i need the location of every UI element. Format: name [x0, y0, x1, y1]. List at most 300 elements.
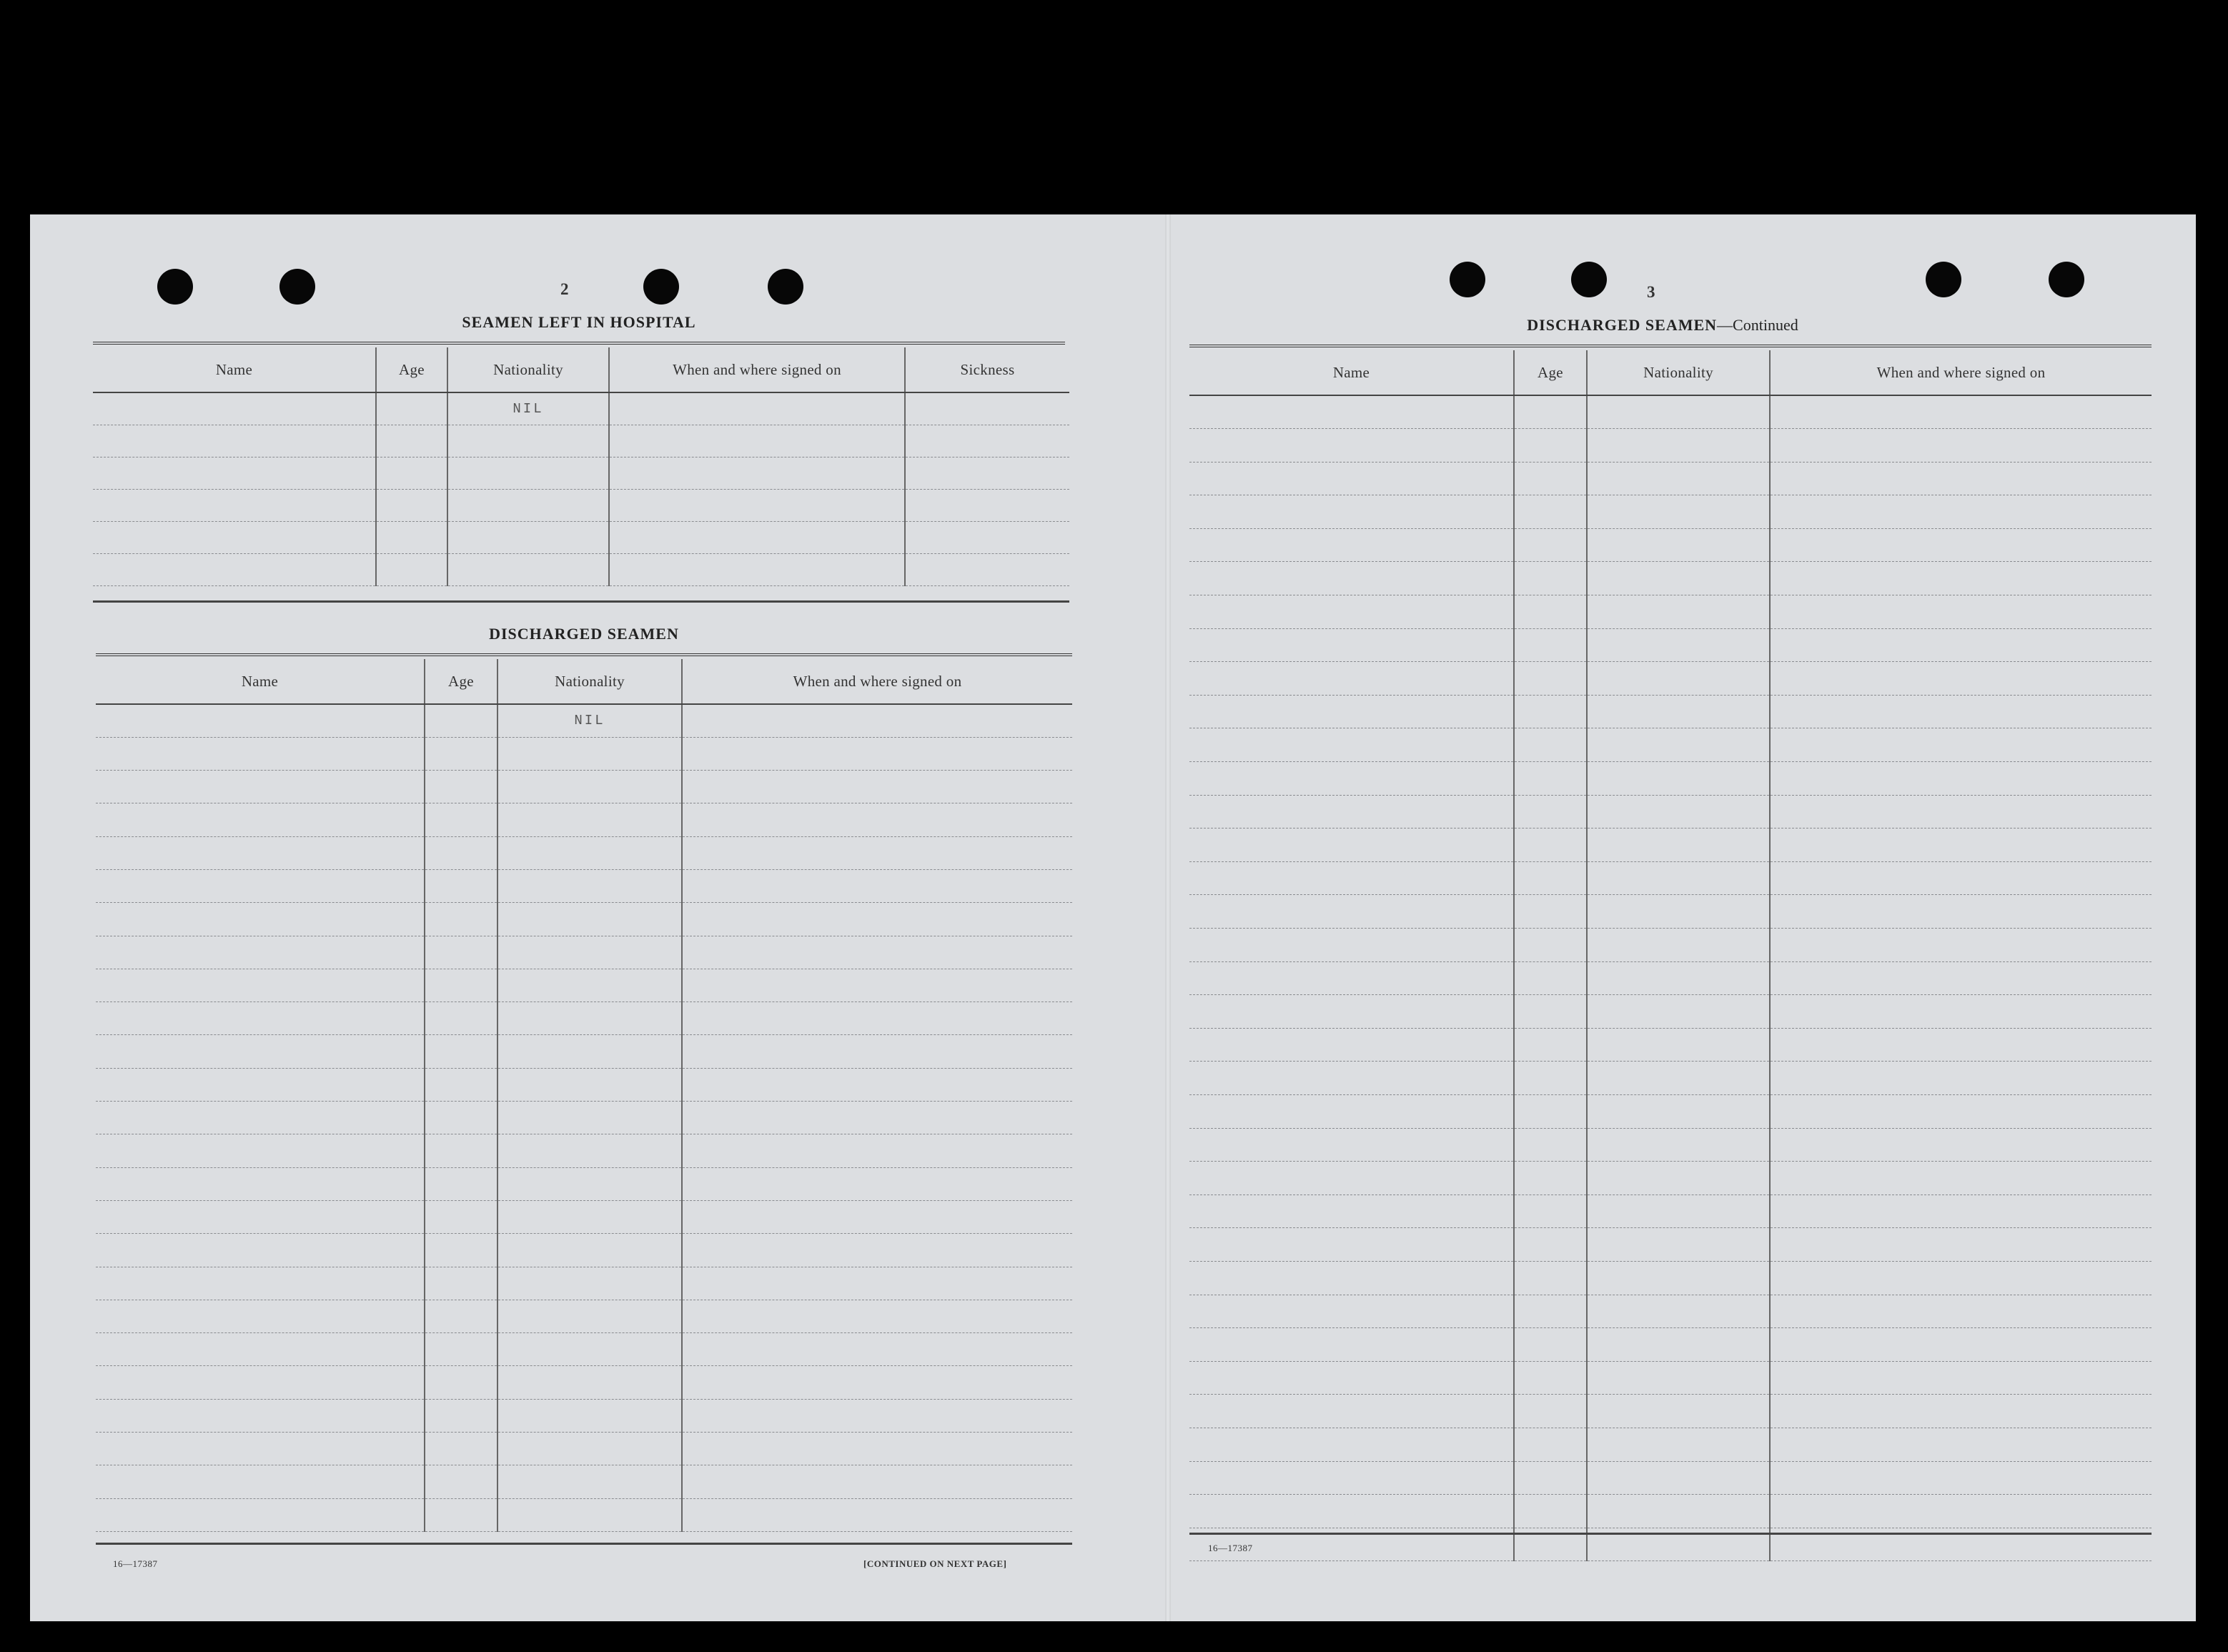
table-cell: [425, 1035, 497, 1068]
table-row: [93, 425, 1069, 457]
discharged-top-rule: [96, 653, 1072, 656]
punch-hole: [643, 269, 679, 305]
table-cell: [96, 903, 425, 936]
table-cell: [376, 489, 447, 521]
table-cell: [1189, 728, 1514, 762]
table-row: [1189, 1295, 2152, 1328]
table-row: [96, 1399, 1072, 1432]
table-row: [1189, 1361, 2152, 1395]
table-cell: [682, 936, 1072, 969]
table-row: [96, 803, 1072, 836]
table-cell: [96, 869, 425, 902]
table-cell: [1189, 1094, 1514, 1128]
table-cell: [96, 1200, 425, 1233]
col-header-signed-on: When and where signed on: [682, 659, 1072, 704]
table-row: [1189, 628, 2152, 662]
col-header-signed-on: When and where signed on: [609, 347, 905, 392]
table-cell: [1514, 528, 1587, 562]
table-row: [96, 1167, 1072, 1200]
discharged-continued-title: [1189, 316, 2136, 335]
table-cell: [96, 1399, 425, 1432]
table-cell: [1587, 1162, 1770, 1195]
table-cell: [682, 771, 1072, 803]
table-cell: [497, 936, 682, 969]
table-row: [93, 392, 1069, 425]
table-cell: [497, 737, 682, 770]
table-row: [1189, 829, 2152, 862]
continued-suffix: —Continued: [1717, 316, 1798, 334]
table-cell: [1587, 1228, 1770, 1262]
table-cell: [1514, 1261, 1587, 1295]
table-row: [96, 1068, 1072, 1101]
table-cell: [1189, 1062, 1514, 1095]
discharged-section-title: DISCHARGED SEAMEN: [489, 625, 679, 643]
table-cell: [1770, 795, 2152, 829]
table-row: [96, 869, 1072, 902]
table-row: [96, 936, 1072, 969]
table-cell: [1770, 1028, 2152, 1062]
punch-hole: [768, 269, 803, 305]
table-cell: [425, 1433, 497, 1465]
table-row: [1189, 1094, 2152, 1128]
table-cell: NIL: [447, 392, 609, 425]
table-cell: [497, 1333, 682, 1366]
table-cell: [1770, 695, 2152, 728]
table-cell: [96, 737, 425, 770]
table-cell: [1189, 995, 1514, 1029]
discharged-bottom-rule: [96, 1543, 1072, 1545]
table-cell: [1770, 1295, 2152, 1328]
table-cell: [497, 1399, 682, 1432]
continued-note: [CONTINUED ON NEXT PAGE]: [863, 1558, 1007, 1569]
table-cell: [1514, 1062, 1587, 1095]
table-cell: [1770, 929, 2152, 962]
table-cell: [1770, 1128, 2152, 1162]
table-cell: [497, 803, 682, 836]
table-cell: [1587, 1461, 1770, 1495]
table-cell: [682, 1366, 1072, 1399]
table-cell: [497, 1068, 682, 1101]
table-cell: [497, 836, 682, 869]
table-row: [96, 1035, 1072, 1068]
table-cell: [1514, 1094, 1587, 1128]
table-row: [93, 553, 1069, 585]
table-cell: [682, 1267, 1072, 1300]
table-cell: [1770, 1094, 2152, 1128]
table-row: [1189, 1461, 2152, 1495]
table-cell: [1770, 1361, 2152, 1395]
table-cell: [1587, 961, 1770, 995]
table-cell: [447, 521, 609, 553]
form-sheet: [30, 214, 2196, 1621]
table-cell: [1587, 762, 1770, 796]
table-cell: [1770, 1428, 2152, 1461]
punch-hole: [1926, 262, 1961, 297]
table-cell: [609, 392, 905, 425]
table-cell: [96, 1498, 425, 1531]
table-cell: [682, 1234, 1072, 1267]
table-cell: [1189, 1195, 1514, 1228]
table-cell: [682, 903, 1072, 936]
table-cell: [1770, 961, 2152, 995]
table-cell: [1189, 762, 1514, 796]
page-number-left: 2: [560, 280, 569, 298]
col-header-age: Age: [1514, 350, 1587, 395]
table-cell: [1770, 895, 2152, 929]
table-cell: [1514, 1461, 1587, 1495]
table-cell: [96, 1035, 425, 1068]
table-row: [93, 457, 1069, 489]
table-cell: [497, 969, 682, 1001]
table-cell: [1189, 961, 1514, 995]
table-cell: [1514, 1128, 1587, 1162]
table-cell: NIL: [497, 704, 682, 737]
table-cell: [96, 1433, 425, 1465]
table-cell: [447, 489, 609, 521]
table-cell: [1189, 1295, 1514, 1328]
table-cell: [425, 903, 497, 936]
table-cell: [682, 1333, 1072, 1366]
table-row: [1189, 1495, 2152, 1528]
table-cell: [1587, 1495, 1770, 1528]
table-row: [96, 1267, 1072, 1300]
table-cell: [1587, 929, 1770, 962]
table-cell: [376, 521, 447, 553]
table-cell: [1514, 1028, 1587, 1062]
table-cell: [96, 836, 425, 869]
table-cell: [497, 1102, 682, 1134]
table-cell: [376, 425, 447, 457]
table-cell: [905, 489, 1069, 521]
table-cell: [1770, 528, 2152, 562]
table-cell: [497, 1234, 682, 1267]
col-header-name: Name: [1189, 350, 1514, 395]
table-cell: [609, 489, 905, 521]
table-cell: [682, 1035, 1072, 1068]
form-code-right: 16—17387: [1208, 1543, 1253, 1553]
form-code-left: 16—17387: [113, 1558, 158, 1569]
table-cell: [425, 1498, 497, 1531]
table-cell: [93, 392, 376, 425]
table-cell: [1514, 1495, 1587, 1528]
table-cell: [1514, 495, 1587, 529]
table-cell: [1587, 1395, 1770, 1428]
hospital-bottom-rule: [93, 600, 1069, 603]
table-cell: [682, 1200, 1072, 1233]
punch-hole: [157, 269, 193, 305]
table-row: [96, 737, 1072, 770]
table-cell: [1514, 961, 1587, 995]
table-cell: [682, 737, 1072, 770]
table-cell: [1189, 495, 1514, 529]
table-row: [1189, 1261, 2152, 1295]
table-cell: [1189, 462, 1514, 495]
table-cell: [682, 969, 1072, 1001]
table-cell: [497, 771, 682, 803]
table-cell: [1587, 395, 1770, 429]
table-cell: [1587, 429, 1770, 463]
page-fold: [1165, 214, 1171, 1621]
punch-hole: [1450, 262, 1485, 297]
table-cell: [1587, 462, 1770, 495]
table-cell: [96, 969, 425, 1001]
table-cell: [1770, 728, 2152, 762]
table-cell: [1587, 1028, 1770, 1062]
table-cell: [1514, 762, 1587, 796]
table-cell: [425, 869, 497, 902]
table-cell: [425, 1267, 497, 1300]
table-cell: [682, 1399, 1072, 1432]
table-cell: [905, 553, 1069, 585]
table-cell: [497, 1433, 682, 1465]
punch-hole: [1571, 262, 1607, 297]
table-row: [1189, 1028, 2152, 1062]
table-cell: [1587, 795, 1770, 829]
hospital-section-title: SEAMEN LEFT IN HOSPITAL: [462, 313, 696, 331]
table-cell: [93, 489, 376, 521]
table-cell: [497, 1167, 682, 1200]
table-cell: [1514, 395, 1587, 429]
table-row: [96, 704, 1072, 737]
table-row: [96, 1433, 1072, 1465]
table-cell: [1189, 662, 1514, 696]
table-cell: [497, 903, 682, 936]
table-cell: [1770, 662, 2152, 696]
table-row: [1189, 895, 2152, 929]
table-row: [1189, 562, 2152, 595]
table-row: [1189, 662, 2152, 696]
table-row: [1189, 1328, 2152, 1362]
table-cell: [96, 1234, 425, 1267]
table-cell: [682, 803, 1072, 836]
table-cell: [497, 1300, 682, 1332]
table-cell: [425, 1167, 497, 1200]
table-cell: [1514, 1195, 1587, 1228]
table-cell: [1514, 929, 1587, 962]
table-cell: [497, 1465, 682, 1498]
table-cell: [425, 1200, 497, 1233]
table-cell: [96, 704, 425, 737]
table-cell: [1587, 1094, 1770, 1128]
punch-hole: [2049, 262, 2084, 297]
table-cell: [1587, 1328, 1770, 1362]
table-row: [96, 1333, 1072, 1366]
table-cell: [1587, 1195, 1770, 1228]
table-cell: [497, 1366, 682, 1399]
table-cell: [1189, 1428, 1514, 1461]
table-cell: [609, 457, 905, 489]
table-cell: [1189, 1128, 1514, 1162]
table-row: [1189, 861, 2152, 895]
table-cell: [905, 521, 1069, 553]
table-cell: [1514, 462, 1587, 495]
table-cell: [425, 704, 497, 737]
table-cell: [447, 457, 609, 489]
table-row: [1189, 495, 2152, 529]
table-cell: [682, 1134, 1072, 1167]
table-cell: [425, 1399, 497, 1432]
table-cell: [1189, 1228, 1514, 1262]
table-cell: [425, 969, 497, 1001]
table-cell: [1587, 861, 1770, 895]
table-cell: [96, 1102, 425, 1134]
table-cell: [497, 1002, 682, 1035]
table-cell: [1770, 1395, 2152, 1428]
table-cell: [1189, 795, 1514, 829]
table-cell: [609, 553, 905, 585]
table-cell: [425, 1465, 497, 1498]
table-cell: [1587, 495, 1770, 529]
table-cell: [1514, 1428, 1587, 1461]
table-cell: [497, 869, 682, 902]
table-cell: [1770, 395, 2152, 429]
col-header-age: Age: [376, 347, 447, 392]
table-cell: [1587, 829, 1770, 862]
table-cell: [1189, 695, 1514, 728]
table-cell: [425, 803, 497, 836]
table-cell: [1587, 1261, 1770, 1295]
table-cell: [1514, 695, 1587, 728]
table-cell: [1189, 861, 1514, 895]
table-cell: [1514, 1361, 1587, 1395]
table-cell: [1514, 895, 1587, 929]
table-cell: [1514, 1328, 1587, 1362]
table-cell: [609, 425, 905, 457]
table-cell: [425, 1333, 497, 1366]
table-cell: [1189, 1361, 1514, 1395]
col-header-nationality: Nationality: [447, 347, 609, 392]
hospital-table: [93, 347, 1069, 586]
table-row: [1189, 1195, 2152, 1228]
table-cell: [96, 1002, 425, 1035]
hospital-top-rule: [93, 342, 1065, 345]
table-row: [96, 1300, 1072, 1332]
table-row: [1189, 528, 2152, 562]
table-cell: [1189, 395, 1514, 429]
table-cell: [1587, 1295, 1770, 1328]
discharged-continued-bottom-rule: [1189, 1533, 2152, 1535]
table-row: [1189, 429, 2152, 463]
table-row: [93, 521, 1069, 553]
col-header-sickness: Sickness: [905, 347, 1069, 392]
table-cell: [425, 1234, 497, 1267]
table-cell: [497, 1498, 682, 1531]
table-cell: [1587, 662, 1770, 696]
table-row: [96, 1002, 1072, 1035]
table-cell: [425, 1300, 497, 1332]
punch-hole: [279, 269, 315, 305]
table-cell: [1770, 1495, 2152, 1528]
table-cell: [1514, 995, 1587, 1029]
table-cell: [1514, 662, 1587, 696]
table-cell: [1770, 1328, 2152, 1362]
table-cell: [96, 771, 425, 803]
table-cell: [1189, 1495, 1514, 1528]
table-row: [1189, 695, 2152, 728]
table-cell: [682, 1433, 1072, 1465]
table-cell: [1189, 562, 1514, 595]
col-header-name: Name: [93, 347, 376, 392]
table-cell: [376, 392, 447, 425]
table-cell: [1514, 1395, 1587, 1428]
table-cell: [1189, 1162, 1514, 1195]
col-header-nationality: Nationality: [497, 659, 682, 704]
table-cell: [376, 457, 447, 489]
table-cell: [96, 1465, 425, 1498]
table-cell: [497, 1267, 682, 1300]
table-cell: [96, 1068, 425, 1101]
table-row: [96, 969, 1072, 1001]
table-cell: [1189, 429, 1514, 463]
table-row: [96, 1102, 1072, 1134]
table-cell: [1189, 528, 1514, 562]
table-cell: [905, 425, 1069, 457]
table-cell: [1514, 1295, 1587, 1328]
table-cell: [497, 1200, 682, 1233]
table-cell: [1189, 929, 1514, 962]
table-cell: [96, 936, 425, 969]
col-header-name: Name: [96, 659, 425, 704]
table-cell: [1189, 1461, 1514, 1495]
table-cell: [682, 869, 1072, 902]
table-cell: [905, 457, 1069, 489]
table-row: [1189, 762, 2152, 796]
table-cell: [93, 521, 376, 553]
table-cell: [1587, 628, 1770, 662]
table-cell: [497, 1035, 682, 1068]
table-row: [1189, 995, 2152, 1029]
table-row: [1189, 1162, 2152, 1195]
table-cell: [497, 1134, 682, 1167]
table-cell: [682, 836, 1072, 869]
table-cell: [1770, 1162, 2152, 1195]
table-cell: [905, 392, 1069, 425]
table-cell: [1587, 1128, 1770, 1162]
table-cell: [682, 1167, 1072, 1200]
table-cell: [1587, 995, 1770, 1029]
table-cell: [1770, 628, 2152, 662]
table-cell: [1770, 1261, 2152, 1295]
table-cell: [1514, 429, 1587, 463]
table-row: [1189, 1128, 2152, 1162]
table-cell: [93, 553, 376, 585]
table-row: [1189, 1428, 2152, 1461]
table-cell: [96, 1300, 425, 1332]
table-cell: [447, 553, 609, 585]
discharged-table: [96, 659, 1072, 1532]
table-cell: [1587, 695, 1770, 728]
table-cell: [1587, 562, 1770, 595]
table-row: [96, 836, 1072, 869]
table-cell: [1189, 628, 1514, 662]
table-row: [96, 1134, 1072, 1167]
table-row: [93, 489, 1069, 521]
table-cell: [1587, 895, 1770, 929]
table-row: [1189, 1062, 2152, 1095]
table-cell: [1770, 861, 2152, 895]
table-cell: [1514, 1162, 1587, 1195]
discharged-continued-table: [1189, 350, 2152, 1561]
table-cell: [1770, 1062, 2152, 1095]
table-cell: [1587, 1361, 1770, 1395]
table-row: [96, 1465, 1072, 1498]
table-cell: [1189, 1028, 1514, 1062]
table-cell: [1770, 562, 2152, 595]
table-cell: [1587, 728, 1770, 762]
table-cell: [1514, 595, 1587, 629]
table-cell: [1770, 495, 2152, 529]
col-header-signed-on: When and where signed on: [1770, 350, 2152, 395]
